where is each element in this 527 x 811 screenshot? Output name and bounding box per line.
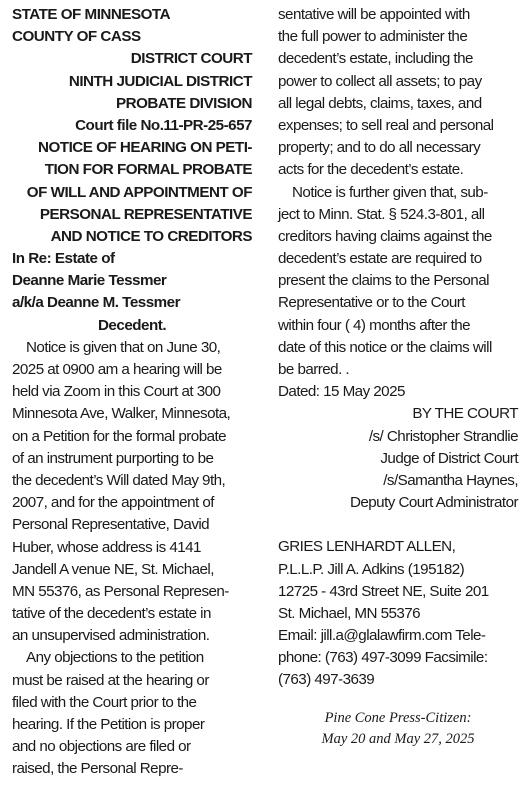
right-column-line: BY THE COURT [412,405,518,423]
left-column-line: PROBATE DIVISION [115,94,252,112]
left-column-line: STATE OF MINNESOTA [12,6,171,23]
left-column-line: Huber, whose address is 4141 [12,538,201,556]
left-column-line: DISTRICT COURT [130,50,252,68]
right-column-line: decedent’s estate are required to [278,250,482,268]
right-column-line: property; and to do all necessary [278,139,481,157]
right-column-line: sentative will be appointed with [278,6,470,23]
left-column-line: raised, the Personal Repre- [12,760,183,778]
right-column-line: St. Michael, MN 55376 [278,604,421,622]
left-column-line: on a Petition for the formal probate [12,427,227,445]
right-column-line: 12725 - 43rd Street NE, Suite 201 [278,582,489,600]
left-column-line: In Re: Estate of [12,250,115,268]
right-column-line: expenses; to sell real and personal [278,116,494,134]
left-column-line: Any objections to the petition [26,649,204,667]
right-column-line: Dated: 15 May 2025 [278,383,405,401]
left-column-line: COUNTY OF CASS [12,28,141,46]
right-column [278,4,518,750]
left-column-line: hearing. If the Petition is proper [12,716,205,733]
left-column-line: PERSONAL REPRESENTATIVE [39,205,252,223]
left-column-line: Decedent. [97,316,167,334]
right-column-line: Representative or to the Court [278,294,465,312]
right-column-line: /s/Samantha Haynes, [383,471,518,489]
left-column-line: filed with the Court prior to the [12,693,197,711]
left-column [12,4,252,781]
left-column-line: and no objections are filed or [12,738,191,756]
right-column-line: (763) 497-3639 [278,671,375,689]
right-column-line [278,514,518,536]
right-column-line: the full power to administer the [278,28,468,46]
right-column-line: within four ( 4) months after the [278,316,471,334]
left-column-line: an unsupervised administration. [12,627,210,645]
right-column-line: Deputy Court Administrator [349,494,518,512]
publication-dates: May 20 and May 27, 2025 [321,730,475,747]
left-column-line: held via Zoom in this Court at 300 [12,383,221,401]
left-column-line: must be raised at the hearing or [12,671,209,689]
left-column-line: Deanne Marie Tessmer [12,272,167,290]
left-column-line: Personal Representative, David [12,516,210,534]
right-column-line: ject to Minn. Stat. § 524.3-801, all [278,205,485,223]
right-column-line: decedent’s estate, including the [278,50,473,68]
left-column-line: Jandell A venue NE, St. Michael, [12,560,214,578]
right-column-line: power to collect all assets; to pay [278,72,482,90]
publication-name: Pine Cone Press-Citizen: [324,709,472,726]
right-column-line: all legal debts, claims, taxes, and [278,94,482,112]
right-column-line: date of this notice or the claims will [278,338,492,356]
right-column-line: phone: (763) 497-3099 Facsimile: [278,649,488,667]
left-column-line: Minnesota Ave, Walker, Minnesota, [12,405,231,423]
right-column-line: Judge of District Court [380,449,518,467]
left-column-line: a/k/a Deanne M. Tessmer [12,294,181,312]
right-column-line: /s/ Christopher Strandlie [368,427,518,445]
right-column-line: acts for the decedent’s estate. [278,161,464,179]
right-column-line: Email: jill.a@glalawfirm.com Tele- [278,627,486,645]
left-column-line: Court file No.11-PR-25-657 [75,116,252,134]
right-column-line: be barred. . [278,361,350,378]
right-column-line: P.L.L.P. Jill A. Adkins (195182) [278,560,465,578]
left-column-line: Notice is given that on June 30, [26,338,221,356]
left-column-line: TION FOR FORMAL PROBATE [44,161,252,179]
left-column-line: AND NOTICE TO CREDITORS [50,227,252,245]
right-column-line: GRIES LENHARDT ALLEN, [278,538,456,556]
left-column-line: the decedent’s Will dated May 9th, [12,471,226,489]
left-column-line: NINTH JUDICIAL DISTRICT [68,72,252,90]
left-column-line: NOTICE OF HEARING ON PETI- [38,139,252,157]
left-column-line: OF WILL AND APPOINTMENT OF [26,183,252,201]
left-column-line: 2007, and for the appointment of [12,494,214,512]
right-column-line: creditors having claims against the [278,227,492,245]
left-column-line: MN 55376, as Personal Represen- [12,582,229,600]
left-column-line: 2025 at 0900 am a hearing will be [12,361,222,378]
left-column-line: of an instrument purporting to be [12,449,214,467]
right-column-line: Notice is further given that, sub- [292,183,488,201]
left-column-line: tative of the decedent’s estate in [12,605,211,623]
right-column-line: present the claims to the Personal [278,272,489,290]
